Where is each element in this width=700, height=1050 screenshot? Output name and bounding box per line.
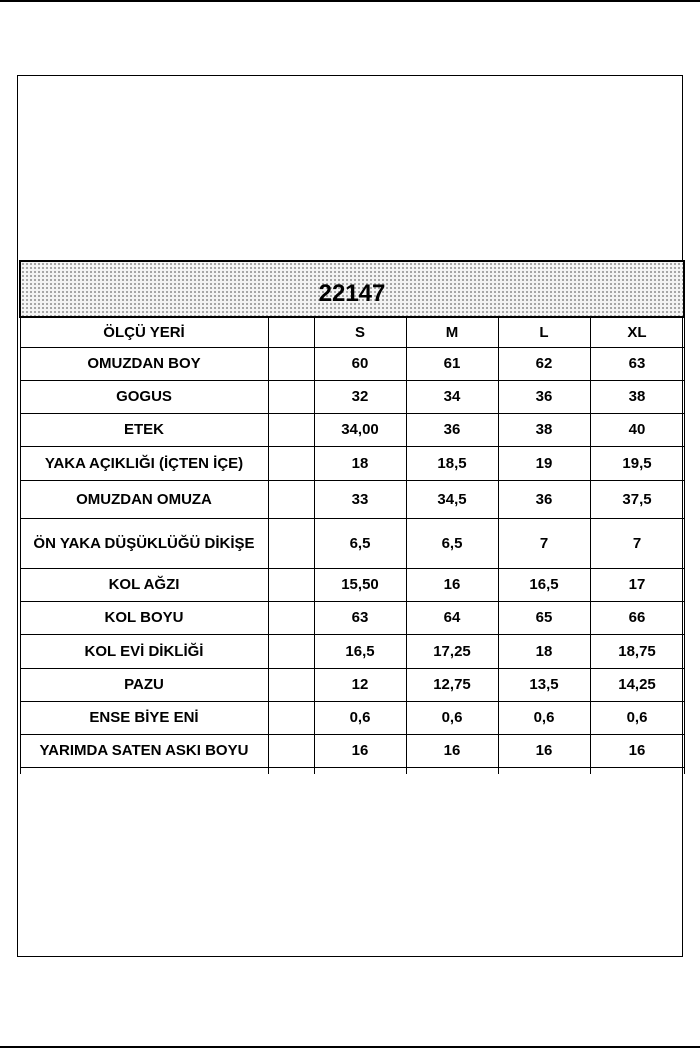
table-row	[20, 668, 684, 701]
header-row	[20, 317, 684, 347]
measurement-value: 12,75	[406, 668, 498, 701]
spacer-cell	[268, 601, 314, 634]
measurement-label: OMUZDAN BOY	[20, 347, 268, 380]
measurement-value: 62	[498, 347, 590, 380]
measurement-value: 18,5	[406, 446, 498, 480]
measurement-value: 63	[590, 347, 684, 380]
measurement-value: 17,25	[406, 634, 498, 668]
table-row	[20, 413, 684, 446]
header-label: ÖLÇÜ YERİ	[20, 317, 268, 347]
spacer-cell	[268, 347, 314, 380]
tail-cell	[314, 767, 406, 774]
table-row	[20, 347, 684, 380]
spacer-cell	[268, 668, 314, 701]
measurement-label: KOL AĞZI	[20, 568, 268, 601]
measurement-label: PAZU	[20, 668, 268, 701]
table-row	[20, 380, 684, 413]
measurement-label: ENSE BİYE ENİ	[20, 701, 268, 734]
measurement-value: 16	[406, 734, 498, 767]
table-row	[20, 568, 684, 601]
table-row	[20, 446, 684, 480]
measurement-value: 0,6	[406, 701, 498, 734]
measurement-value: 14,25	[590, 668, 684, 701]
measurement-value: 16	[590, 734, 684, 767]
table-row	[20, 634, 684, 668]
size-header-s: S	[314, 317, 406, 347]
measurement-value: 0,6	[314, 701, 406, 734]
spacer-cell	[268, 634, 314, 668]
measurement-value: 13,5	[498, 668, 590, 701]
spacer-cell	[268, 317, 314, 347]
spacer-cell	[268, 701, 314, 734]
measurement-value: 38	[590, 380, 684, 413]
table-row	[20, 518, 684, 568]
measurement-value: 16,5	[314, 634, 406, 668]
measurement-value: 18,75	[590, 634, 684, 668]
spacer-cell	[268, 568, 314, 601]
measurement-value: 60	[314, 347, 406, 380]
measurement-value: 33	[314, 480, 406, 518]
measurement-label: KOL EVİ DİKLİĞİ	[20, 634, 268, 668]
table-row	[20, 480, 684, 518]
measurement-value: 36	[498, 380, 590, 413]
measurement-value: 16	[498, 734, 590, 767]
measurement-value: 65	[498, 601, 590, 634]
measurement-value: 6,5	[406, 518, 498, 568]
measurement-value: 0,6	[590, 701, 684, 734]
table-row	[20, 701, 684, 734]
size-table	[19, 260, 685, 774]
tail-cell	[268, 767, 314, 774]
measurement-value: 16	[314, 734, 406, 767]
measurement-value: 17	[590, 568, 684, 601]
spacer-cell	[268, 480, 314, 518]
measurement-value: 18	[314, 446, 406, 480]
measurement-value: 38	[498, 413, 590, 446]
spacer-cell	[268, 380, 314, 413]
measurement-label: YARIMDA SATEN ASKI BOYU	[20, 734, 268, 767]
measurement-value: 12	[314, 668, 406, 701]
spacer-cell	[268, 734, 314, 767]
measurement-value: 18	[498, 634, 590, 668]
measurement-value: 19,5	[590, 446, 684, 480]
measurement-value: 6,5	[314, 518, 406, 568]
tail-cell	[20, 767, 268, 774]
measurement-label: ÖN YAKA DÜŞÜKLÜĞÜ DİKİŞE	[20, 518, 268, 568]
size-header-l: L	[498, 317, 590, 347]
measurement-label: YAKA AÇIKLIĞI (İÇTEN İÇE)	[20, 446, 268, 480]
top-border-line	[0, 0, 700, 2]
measurement-value: 37,5	[590, 480, 684, 518]
measurement-value: 63	[314, 601, 406, 634]
measurement-value: 34,00	[314, 413, 406, 446]
size-header-m: M	[406, 317, 498, 347]
measurement-label: ETEK	[20, 413, 268, 446]
model-number-title: 22147	[20, 261, 684, 317]
measurement-value: 34	[406, 380, 498, 413]
measurement-value: 7	[498, 518, 590, 568]
size-header-xl: XL	[590, 317, 684, 347]
spacer-cell	[268, 413, 314, 446]
measurement-value: 7	[590, 518, 684, 568]
measurement-value: 16	[406, 568, 498, 601]
table-row	[20, 601, 684, 634]
measurement-value: 15,50	[314, 568, 406, 601]
measurement-label: KOL BOYU	[20, 601, 268, 634]
measurement-value: 32	[314, 380, 406, 413]
spacer-cell	[268, 446, 314, 480]
measurement-value: 34,5	[406, 480, 498, 518]
measurement-label: GOGUS	[20, 380, 268, 413]
measurement-value: 19	[498, 446, 590, 480]
measurement-value: 0,6	[498, 701, 590, 734]
tail-cell	[406, 767, 498, 774]
bottom-border-line	[0, 1046, 700, 1048]
size-chart	[19, 260, 683, 774]
spacer-cell	[268, 518, 314, 568]
measurement-value: 16,5	[498, 568, 590, 601]
measurement-value: 36	[406, 413, 498, 446]
measurement-value: 61	[406, 347, 498, 380]
tail-cell	[590, 767, 684, 774]
measurement-value: 66	[590, 601, 684, 634]
table-tail-row	[20, 767, 684, 774]
measurement-label: OMUZDAN OMUZA	[20, 480, 268, 518]
tail-cell	[498, 767, 590, 774]
measurement-value: 64	[406, 601, 498, 634]
measurement-value: 36	[498, 480, 590, 518]
measurement-value: 40	[590, 413, 684, 446]
table-row	[20, 734, 684, 767]
